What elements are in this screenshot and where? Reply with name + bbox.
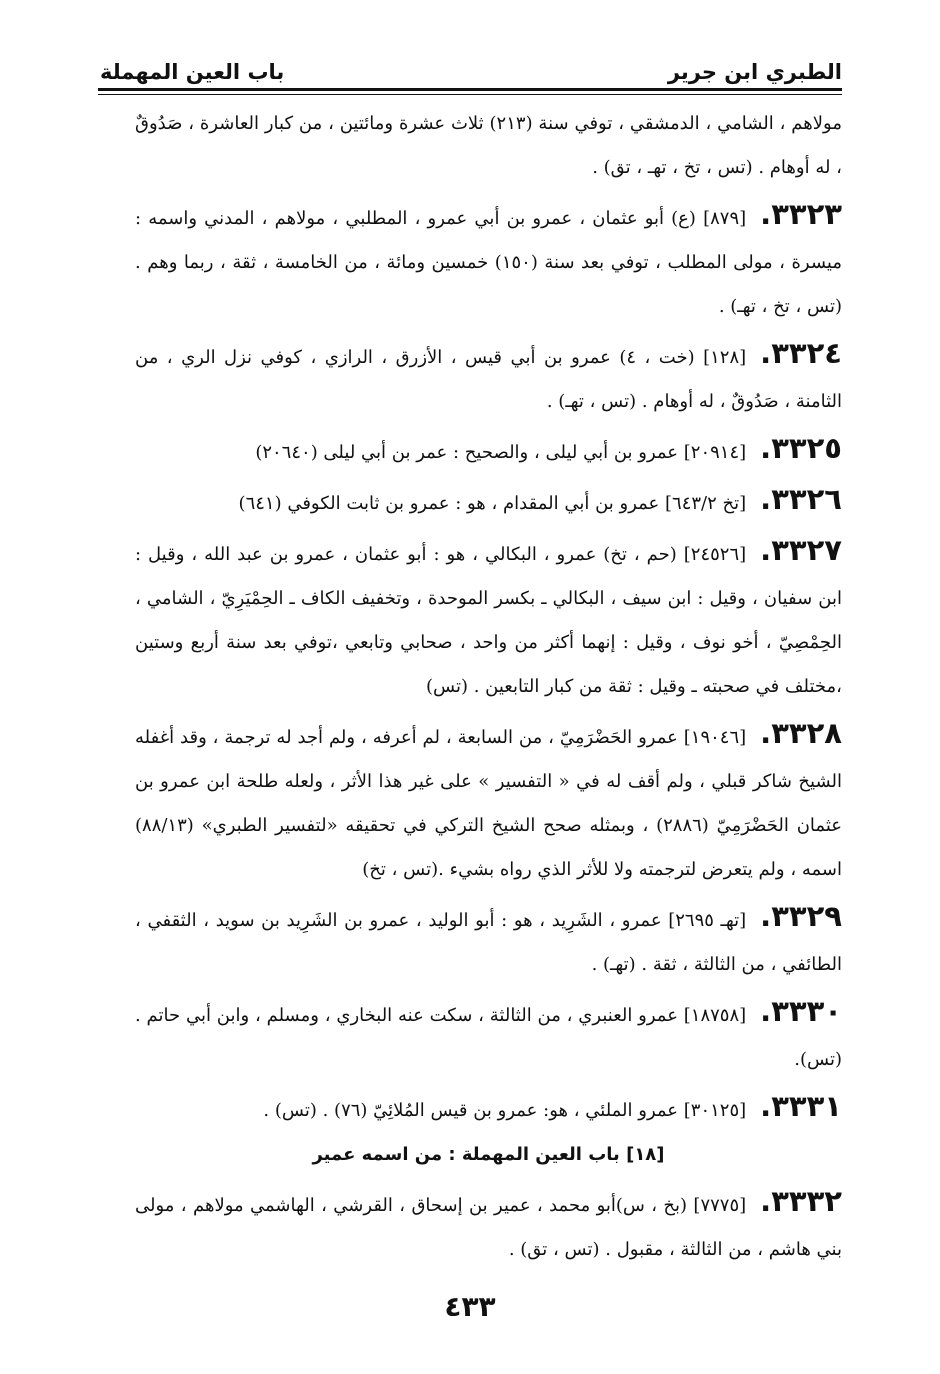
entry-text: [تخ ٦٤٣/٢] عمرو بن أبي المقدام ، هو : عمرو بن ثابت الكوفي (٦٤١) [238,493,747,514]
page-body [135,102,842,1272]
entry-text: [٧٧٧٥] (بخ ، س)أبو محمد ، عمير بن إسحاق ، القرشي ، الهاشمي مولاهم ، مولى بني هاشم ، من الثالثة ، مقبول . (تس ، تق) . [135,1195,842,1260]
header-rule-thin [98,94,842,95]
entry-number: ٣٣٢٣. [760,197,842,231]
entry-number: ٣٣٣٢. [760,1184,842,1218]
header-book-title: الطبري ابن جرير [667,60,842,84]
entry-3324 [135,331,842,424]
entry-text: [١٨٧٥٨] عمرو العنبري ، من الثالثة ، سكت عنه البخاري ، ومسلم ، وابن أبي حاتم . (تس). [135,1005,842,1070]
entry-3332 [135,1179,842,1272]
entry-number: ٣٣٢٧. [760,533,842,567]
entry-text: [٢٠٩١٤] عمرو بن أبي ليلى ، والصحيح : عمر بن أبي ليلى (٢٠٦٤٠) [255,442,747,463]
entry-number: ٣٣٣١. [760,1089,842,1123]
header-chapter-title: باب العين المهملة [100,60,285,84]
entry-3325 [135,426,842,475]
entry-text: [١٩٠٤٦] عمرو الحَضْرَمِيّ ، من السابعة ، لم أعرفه ، ولم أجد له ترجمة ، وقد أغفله الشيخ شاكر قبلي ، ولم أقف له في « التفسير » على غير هذا الأثر ، ولعله طلحة ابن عمرو بن عثمان الحَضْرَمِيّ (٢٨٨٦) ، وبمثله صحح الشيخ التركي في تحقيقه «لتفسير الطبري» (٨٨/١٣) اسمه ، ولم يتعرض لترجمته ولا للأثر الذي رواه بشيء .(تس ، تخ) [135,727,842,880]
page-number: ٤٣٣ [444,1290,496,1323]
entry-text: [٣٠١٢٥] عمرو الملئي ، هو: عمرو بن قيس المُلائِيّ (٧٦) . (تس) . [263,1100,747,1121]
entry-number: ٣٣٣٠. [760,994,842,1028]
entry-number: ٣٣٢٦. [760,482,842,516]
entry-3329 [135,894,842,987]
entry-number: ٣٣٢٤. [760,336,842,370]
entry-3323 [135,192,842,329]
entry-3327 [135,528,842,709]
entry-text: [٨٧٩] (ع) أبو عثمان ، عمرو بن أبي عمرو ، المطلبي ، مولاهم ، المدني واسمه : ميسرة ، مولى المطلب ، توفي بعد سنة (١٥٠) خمسين ومائة ، من الخامسة ، ثقة ، ربما وهم . (تس ، تخ ، تهـ) . [135,208,842,317]
continuation-paragraph: مولاهم ، الشامي ، الدمشقي ، توفي سنة (٢١٣) ثلاث عشرة ومائتين ، من كبار العاشرة ، صَدُوقٌ ، له أوهام . (تس ، تخ ، تهـ ، تق) . [135,113,842,178]
entry-number: ٣٣٢٥. [760,431,842,465]
running-header [100,44,842,84]
entry-3331 [135,1084,842,1133]
entry-3328 [135,711,842,892]
entry-text: [تهـ ٢٦٩٥] عمرو ، الشَرِيد ، هو : أبو الوليد ، عمرو بن الشَرِيد بن سويد ، الثقفي ، الطائفي ، من الثالثة ، ثقة . (تهـ) . [135,910,842,975]
entry-3326 [135,477,842,526]
entry-number: ٣٣٢٩. [760,899,843,933]
entry-text: [١٢٨] (خت ، ٤) عمرو بن أبي قيس ، الأزرق ، الرازي ، كوفي نزل الري ، من الثامنة ، صَدُوقٌ ، له أوهام . (تس ، تهـ) . [135,347,842,412]
entry-text: [٢٤٥٢٦] (حم ، تخ) عمرو ، البكالي ، هو : أبو عثمان ، عمرو بن عبد الله ، وقيل : ابن سفيان ، وقيل : ابن سيف ، البكالي ـ بكسر الموحدة ، وتخفيف الكاف ـ الحِمْيَرِيّ ، الشامي ، الحِمْصِيّ ، أخو نوف ، وقيل : إنهما أكثر من واحد ، صحابي وتابعي ،توفي بعد سنة أربع وستين ،مختلف في صحبته ـ وقيل : ثقة من كبار التابعين . (تس) [135,544,842,697]
section-subheading: [١٨] باب العين المهملة : من اسمه عمير [312,1144,665,1165]
entry-number: ٣٣٢٨. [760,716,842,750]
entry-3330 [135,989,842,1082]
header-rule-thick [98,88,842,91]
